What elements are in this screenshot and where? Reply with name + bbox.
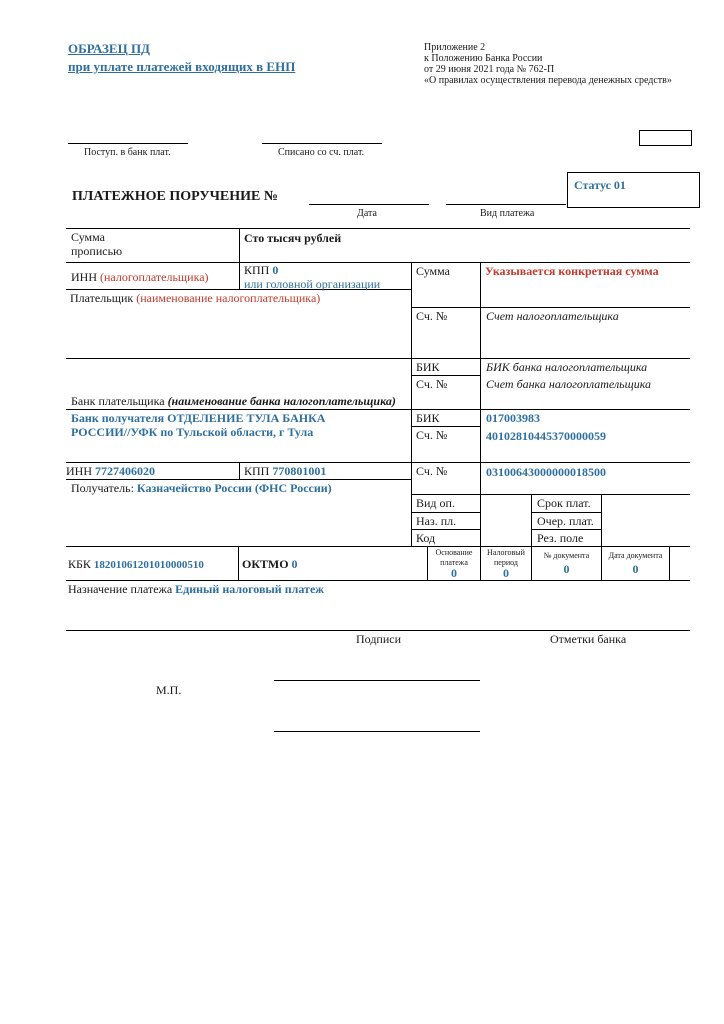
status-value: Статус 01 <box>574 178 626 192</box>
document-date-value: 0 <box>632 562 639 576</box>
recipient-bik-label: БИК <box>416 411 440 425</box>
payer-bik-label: БИК <box>416 360 440 374</box>
payer-name: Плательщик (наименование налогоплательщика) <box>70 291 321 305</box>
grid-line <box>66 546 690 547</box>
grid-line <box>411 512 480 513</box>
grid-line <box>411 307 690 308</box>
op-type-label: Вид оп. <box>416 496 455 510</box>
received-line <box>68 143 188 144</box>
recipient-bank-line-2: РОССИИ//УФК по Тульской области, г Тула <box>71 425 314 439</box>
grid-line <box>66 479 411 480</box>
sample-subtitle: при уплате платежей входящих в ЕНП <box>68 59 296 74</box>
payer-bank-account-label: Сч. № <box>416 377 448 391</box>
appendix-line-3: от 29 июня 2021 года № 762-П <box>424 64 555 75</box>
grid-line <box>601 494 602 546</box>
grid-line <box>239 462 240 479</box>
received-label: Поступ. в банк плат. <box>84 147 171 158</box>
tax-period-value: 0 <box>503 566 509 580</box>
grid-line <box>531 529 601 530</box>
grid-line <box>66 262 690 263</box>
amount-words-label-1: Сумма <box>71 230 105 244</box>
form-code-box <box>639 130 692 146</box>
signatures-label: Подписи <box>356 632 402 646</box>
tax-period-label: Налоговый период <box>487 548 525 567</box>
grid-line <box>66 409 690 410</box>
recipient-inn: ИНН 7727406020 <box>66 464 155 478</box>
grid-line <box>411 529 480 530</box>
recipient-bank-line-1: Банк получателя ОТДЕЛЕНИЕ ТУЛА БАНКА <box>71 411 326 425</box>
signature-line-1 <box>274 680 480 681</box>
oktmo: ОКТМО 0 <box>242 557 298 571</box>
payment-purpose: Назначение платежа Единый налоговый платеж <box>68 582 324 596</box>
grid-line <box>411 375 480 376</box>
grid-line <box>669 546 670 580</box>
priority-label: Очер. плат. <box>537 514 594 528</box>
bank-marks-label: Отметки банка <box>550 632 627 646</box>
document-date-label: Дата документа <box>608 551 663 560</box>
code-label: Код <box>416 531 436 545</box>
recipient-bank-account-value: 40102810445370000059 <box>486 429 606 443</box>
payer-bank: Банк плательщика (наименование банка налогоплательщика) <box>71 394 396 408</box>
payer-bik-value: БИК банка налогоплательщика <box>486 360 648 374</box>
grid-line <box>66 358 690 359</box>
appendix-line-4: «О правилах осуществления перевода денежных средств» <box>424 75 672 86</box>
grid-line <box>239 262 240 289</box>
payer-kpp: КПП 0 <box>244 263 279 277</box>
footer-line <box>66 630 690 631</box>
recipient-kpp: КПП 770801001 <box>244 464 327 478</box>
grid-line <box>411 262 412 546</box>
grid-line <box>66 228 690 229</box>
order-title: ПЛАТЕЖНОЕ ПОРУЧЕНИЕ № <box>72 189 278 204</box>
grid-line <box>238 546 239 580</box>
grid-line <box>531 512 601 513</box>
recipient-account-value: 03100643000000018500 <box>486 465 606 479</box>
grid-line <box>66 462 690 463</box>
date-line <box>309 204 429 205</box>
sample-title: ОБРАЗЕЦ ПД <box>68 41 150 56</box>
document-number-value: 0 <box>563 562 570 576</box>
grid-line <box>480 262 481 546</box>
grid-line <box>411 426 480 427</box>
grid-line <box>239 228 240 262</box>
sum-label: Сумма <box>416 264 450 278</box>
payer-kpp-note: или головной организации <box>244 277 381 291</box>
signature-line-2 <box>274 731 480 732</box>
grid-line <box>66 580 690 581</box>
debited-label: Списано со сч. плат. <box>278 147 365 158</box>
reserve-field-label: Рез. поле <box>537 531 584 545</box>
payment-type-line <box>446 204 566 205</box>
basis-value: 0 <box>451 566 457 580</box>
recipient-bank-account-label: Сч. № <box>416 428 448 442</box>
sum-value: Указывается конкретная сумма <box>485 264 659 278</box>
payer-inn: ИНН (налогоплательщика) <box>71 270 209 284</box>
amount-words-value: Сто тысяч рублей <box>244 231 342 245</box>
recipient-bik-value: 017003983 <box>486 411 540 425</box>
recipient-account-label: Сч. № <box>416 464 448 478</box>
debited-line <box>262 143 382 144</box>
kbk: КБК 18201061201010000510 <box>68 557 204 571</box>
payer-bank-account-value: Счет банка налогоплательщика <box>486 377 652 391</box>
due-date-label: Срок плат. <box>537 496 591 510</box>
payer-account-value: Счет налогоплательщика <box>486 309 619 323</box>
purpose-code-label: Наз. пл. <box>416 514 457 528</box>
basis-label: Основание платежа <box>435 548 473 567</box>
appendix-line-2: к Положению Банка России <box>424 53 543 64</box>
amount-words-label-2: прописью <box>71 244 123 258</box>
grid-line <box>531 494 532 546</box>
payment-type-label: Вид платежа <box>480 208 535 219</box>
payer-account-label: Сч. № <box>416 309 448 323</box>
grid-line <box>411 494 690 495</box>
date-label: Дата <box>357 208 377 219</box>
recipient-name: Получатель: Казначейство России (ФНС России) <box>71 481 332 495</box>
document-number-label: № документа <box>543 551 590 560</box>
appendix-line-1: Приложение 2 <box>424 42 486 53</box>
stamp-label: М.П. <box>156 683 182 697</box>
